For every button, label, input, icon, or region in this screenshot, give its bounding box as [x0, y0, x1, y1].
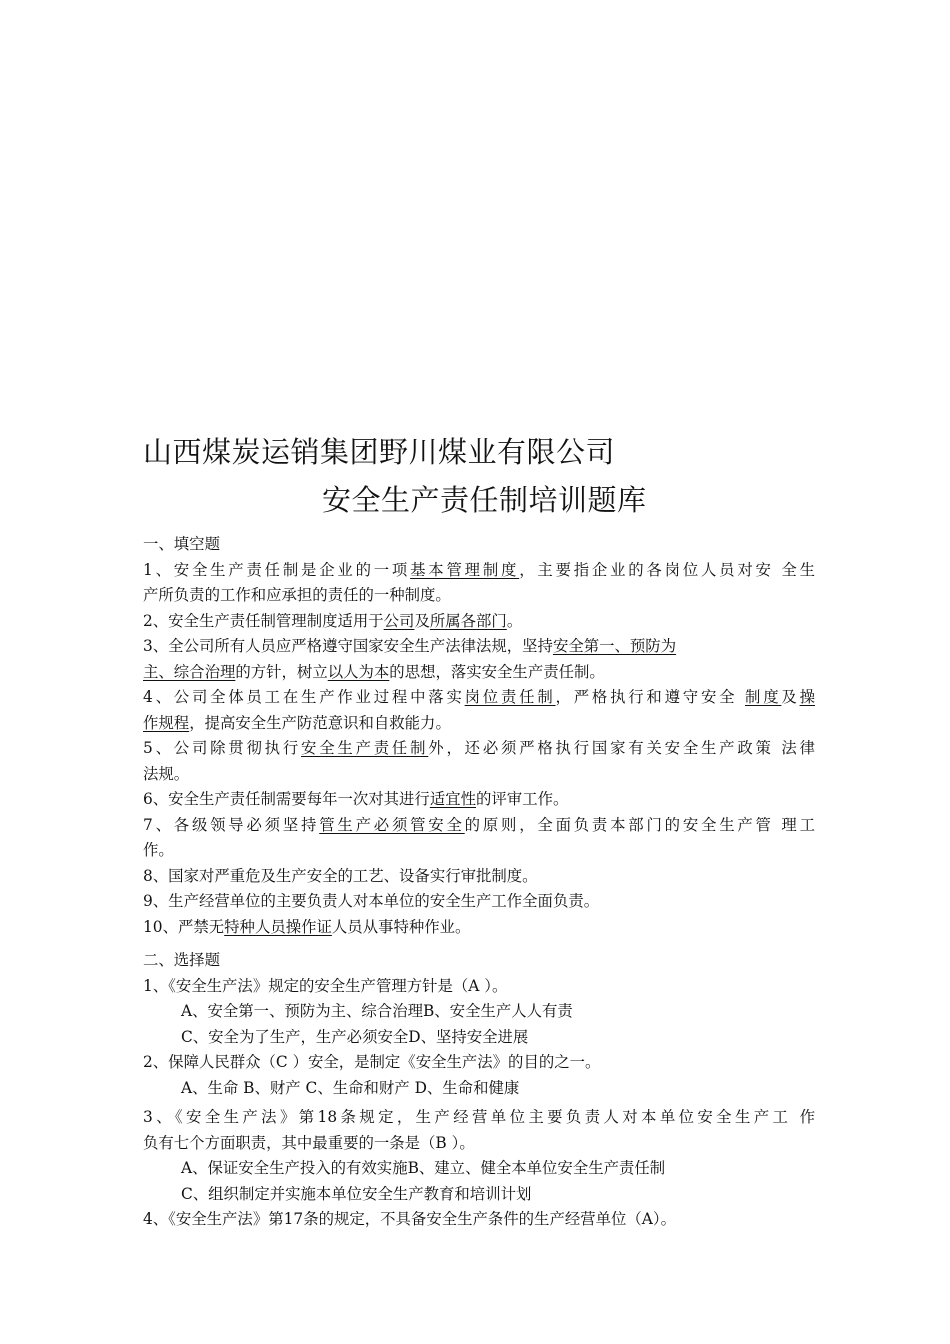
fill-question-7-line-2: 作。 — [143, 841, 174, 859]
text: 及 — [781, 688, 800, 706]
text: 10、严禁无 — [143, 917, 225, 936]
answer-underline: 公司 — [383, 611, 415, 630]
text: 7、各级领导必须坚持 — [143, 815, 320, 834]
fill-question-6 — [143, 787, 815, 813]
text: 3、全公司所有人员应严格遵守国家安全生产法律法规，坚持 — [143, 637, 553, 655]
text: 2、安全生产责任制管理制度适用于 — [143, 611, 384, 630]
document-body — [143, 532, 815, 1233]
answer-underline: 所属各部门 — [429, 611, 507, 630]
text: ，提高安全生产防范意识和自救能力。 — [189, 713, 451, 732]
text: 1、安全生产责任制是企业的一项 — [143, 560, 411, 579]
document-title-company: 山西煤炭运销集团野川煤业有限公司 — [143, 435, 616, 469]
fill-question-1-line-2: 产所负责的工作和应承担的责任的一种制度。 — [143, 586, 451, 604]
answer-underline: 基本管理制度 — [410, 560, 520, 579]
text: 的方针，树立 — [235, 662, 328, 681]
answer-underline: 安全第一、预防为 — [552, 637, 677, 655]
text: 4、公司全体员工在生产作业过程中落实 — [143, 688, 465, 706]
answer-underline: 管生产必须管安全 — [319, 815, 465, 834]
choice-question-2-options: A、生命 B、财产 C、生命和财产 D、生命和健康 — [181, 1078, 520, 1097]
answer-underline: 适宜性 — [429, 790, 477, 808]
choice-question-1-options-cd: C、安全为了生产，生产必须安全D、坚持安全进展 — [181, 1027, 529, 1046]
text: ，主要指企业的各岗位人员对安 全生 — [519, 560, 815, 579]
answer-underline: 操 — [799, 688, 815, 706]
document-title-subject: 安全生产责任制培训题库 — [322, 483, 647, 517]
choice-question-4: 4、《安全生产法》第17条的规定，不具备安全生产条件的生产经营单位（A）。 — [143, 1210, 676, 1228]
text: 人员从事特种作业。 — [331, 917, 471, 936]
text: 的原则，全面负责本部门的安全生产管 理工 — [464, 815, 815, 834]
answer-underline: 主、综合治理 — [143, 662, 236, 681]
text: 及 — [414, 611, 430, 630]
text: 的思想，落实安全生产责任制。 — [389, 662, 605, 681]
choice-question-3-options-ab: A、保证安全生产投入的有效实施B、建立、健全本单位安全生产责任制 — [181, 1159, 666, 1177]
fill-question-10 — [143, 915, 815, 941]
fill-question-3-line-1 — [143, 634, 815, 660]
answer-underline: 作规程 — [143, 713, 190, 732]
fill-question-7-line-1 — [143, 813, 815, 839]
text: ，严格执行和遵守安全 — [555, 688, 746, 706]
choice-question-3-line-1 — [143, 1105, 815, 1131]
fill-question-4-line-2 — [143, 711, 815, 737]
fill-question-9: 9、生产经营单位的主要负责人对本单位的安全生产工作全面负责。 — [143, 892, 600, 910]
text: 。 — [506, 611, 523, 630]
fill-question-8: 8、国家对严重危及生产安全的工艺、设备实行审批制度。 — [143, 866, 538, 885]
choice-question-2: 2、保障人民群众（C ）安全，是制定《安全生产法》的目的之一。 — [143, 1053, 601, 1071]
text: 外，还必须严格执行国家有关安全生产政策 法律 — [428, 739, 815, 757]
fill-question-5-line-1 — [143, 736, 815, 762]
section-heading-choice: 二、选择题 — [143, 951, 220, 969]
answer-underline: 以人为本 — [327, 662, 390, 681]
text: 的评审工作。 — [476, 790, 569, 808]
text: 5、公司除贯彻执行 — [143, 739, 302, 757]
choice-question-3-options-c: C、组织制定并实施本单位安全生产教育和培训计划 — [181, 1184, 532, 1203]
fill-question-4-line-1 — [143, 685, 815, 711]
answer-underline: 岗位责任制 — [464, 688, 556, 706]
choice-question-3-line-2: 负有七个方面职责，其中最重要的一条是（B ）。 — [143, 1133, 475, 1152]
text: 3、《安全生产法》第18条规定，生产经营单位主要负责人对本单位安全生产工 作 — [143, 1108, 815, 1126]
answer-underline: 特种人员操作证 — [224, 917, 332, 936]
fill-question-3-line-2 — [143, 660, 815, 686]
answer-underline: 安全生产责任制 — [301, 739, 429, 757]
answer-underline: 制度 — [745, 688, 782, 706]
fill-question-5-line-2: 法规。 — [143, 764, 190, 783]
fill-question-1-line-1 — [143, 558, 815, 584]
text: 6、安全生产责任制需要每年一次对其进行 — [143, 790, 430, 808]
section-heading-fill: 一、填空题 — [143, 535, 220, 553]
choice-question-1: 1、《安全生产法》规定的安全生产管理方针是（A ）。 — [143, 976, 508, 995]
choice-question-1-options-ab: A、安全第一、预防为主、综合治理B、安全生产人人有责 — [181, 1002, 573, 1020]
fill-question-2 — [143, 609, 815, 635]
